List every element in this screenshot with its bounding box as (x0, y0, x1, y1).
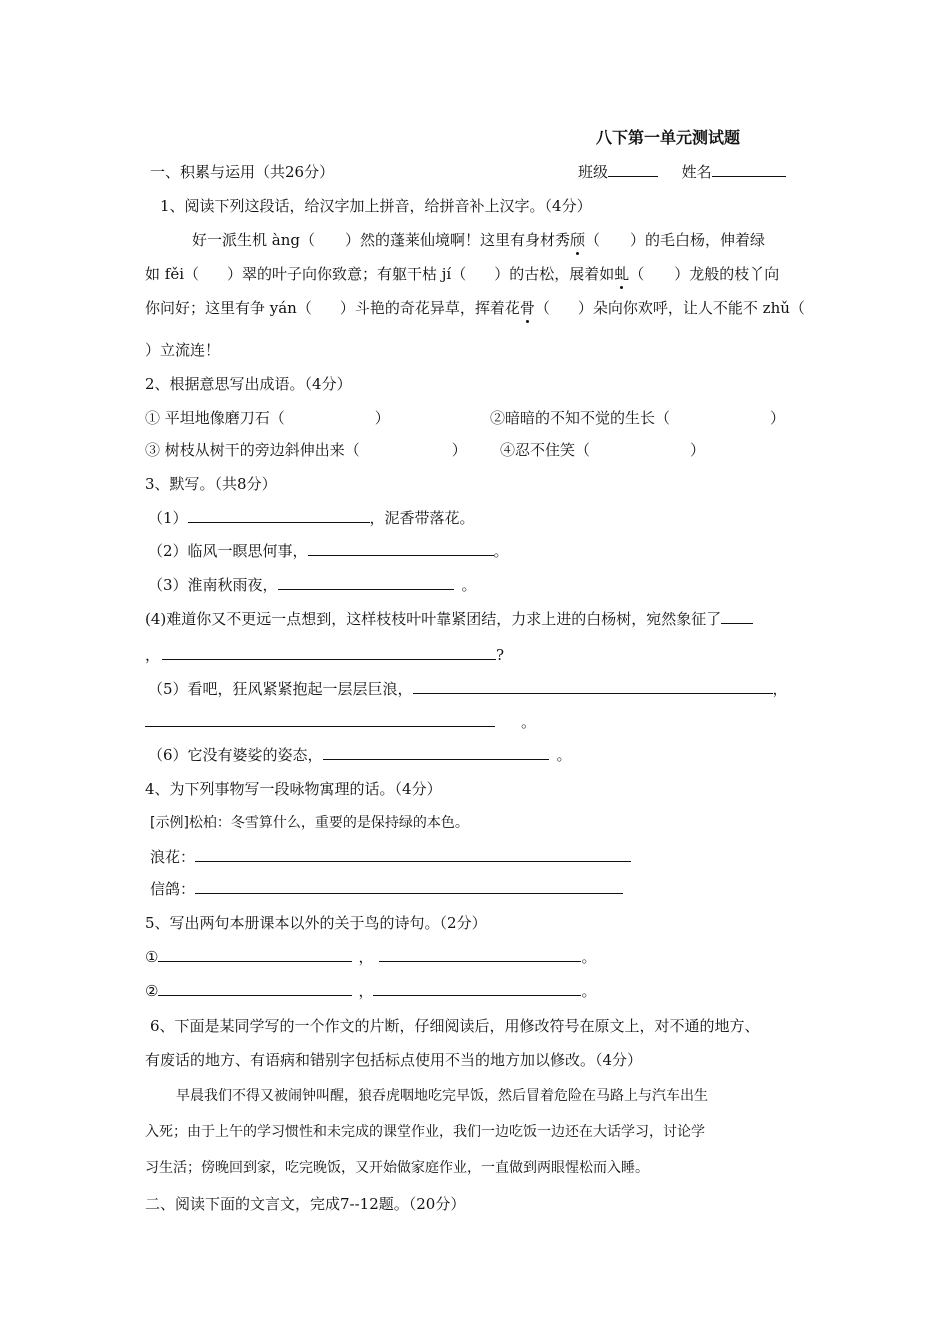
q1-text: ）的古松，展着如 (494, 265, 615, 283)
q2-text: ） (374, 409, 390, 427)
q6-prompt-2: 有废话的地方、有语病和错别字包括标点使用不当的地方加以修改。（4分） (145, 1051, 643, 1069)
q2-text: ③ 树枝从树干的旁边斜伸出来（ (145, 441, 360, 459)
q1-line-4: ）立流连！ (145, 341, 221, 359)
q3-text: （2）临风一瞑思何事， (148, 542, 308, 560)
q5-line-2 (145, 981, 596, 1001)
q3-part-4 (145, 609, 753, 629)
q3-text: ， (145, 646, 161, 664)
q5-line-1 (145, 947, 596, 967)
q1-text: ）翠的叶子向你致意；有躯干枯 jí（ (227, 265, 467, 283)
q3-text: 。 (521, 713, 537, 731)
q3-text: ， (772, 680, 788, 698)
answer-blank[interactable] (721, 609, 753, 624)
class-blank[interactable] (608, 162, 658, 177)
answer-blank[interactable] (195, 879, 623, 894)
q1-text: ）龙般的枝丫向 (674, 265, 780, 283)
q3-prompt: 3、默写。（共8分） (145, 475, 277, 493)
q5-text: 。 (581, 982, 597, 1000)
q1-line-1 (192, 230, 765, 250)
answer-blank[interactable] (323, 745, 549, 760)
q5-text: ， (358, 948, 374, 966)
answer-blank[interactable] (188, 508, 370, 523)
q2-text: ） (451, 441, 467, 459)
q5-text: ， (358, 982, 374, 1000)
q5-text: 。 (581, 948, 597, 966)
q6-passage-1: 早晨我们不得又被闹钟叫醒，狼吞虎咽地吃完早饭，然后冒着危险在马路上与汽车出生 (176, 1088, 708, 1104)
q1-text: 好一派生机 àng（ (192, 231, 315, 249)
q2-item-3 (145, 440, 467, 460)
answer-blank[interactable] (158, 981, 352, 996)
q3-part-3 (148, 575, 477, 595)
q4-item-1 (150, 847, 631, 867)
q2-prompt: 2、根据意思写出成语。（4分） (145, 375, 352, 393)
q3-part-1 (148, 508, 475, 528)
q3-text: 。 (556, 746, 572, 764)
q1-text: （ (629, 265, 645, 283)
q6-passage-3: 习生活；傍晚回到家，吃完晚饭，又开始做家庭作业，一直做到两眼惺松而入睡。 (145, 1160, 649, 1176)
answer-blank[interactable] (308, 541, 494, 556)
q1-line-3 (145, 298, 805, 318)
name-blank[interactable] (712, 162, 786, 177)
dotted-char: 骨 (519, 299, 535, 317)
section-2-heading: 二、阅读下面的文言文，完成7--12题。（20分） (145, 1195, 466, 1213)
answer-blank[interactable] (158, 947, 352, 962)
q6-passage-2: 入死；由于上午的学习惯性和未完成的课堂作业，我们一边吃饭一边还在大话学习，讨论学 (145, 1124, 705, 1140)
q3-part-2 (148, 541, 509, 561)
q5-marker: ② (145, 982, 159, 1000)
q3-text: 。 (493, 542, 509, 560)
q1-prompt: 1、阅读下列这段话，给汉字加上拼音，给拼音补上汉字。（4分） (160, 197, 592, 215)
class-name-fields (578, 162, 786, 182)
q2-text: ） (690, 441, 706, 459)
q2-text: ） (770, 409, 786, 427)
q1-text: （ (534, 299, 550, 317)
q3-text: （3）淮南秋雨夜， (148, 576, 278, 594)
answer-blank[interactable] (373, 981, 581, 996)
answer-blank[interactable] (379, 947, 581, 962)
q4-example: [示例]松柏：冬雪算什么，重要的是保持绿的本色。 (150, 815, 469, 831)
answer-blank[interactable] (162, 645, 496, 660)
q1-text: ）朵向你欢呼，让人不能不 zhǔ（ (577, 299, 805, 317)
q5-prompt: 5、写出两句本册课本以外的关于鸟的诗句。（2分） (145, 914, 487, 932)
q5-marker: ① (145, 948, 159, 966)
answer-blank[interactable] (195, 847, 631, 862)
q1-text: ）然的蓬莱仙境啊！这里有身材秀 (344, 231, 570, 249)
dotted-char: 颀 (570, 231, 586, 249)
q1-text: ）斗艳的奇花异草，挥着花 (339, 299, 520, 317)
answer-blank[interactable] (145, 712, 495, 727)
q2-item-1 (145, 408, 390, 428)
dotted-char: 虬 (614, 265, 630, 283)
q4-item-2 (150, 879, 623, 899)
q3-part-4-cont (145, 645, 504, 665)
q3-text: 。 (461, 576, 477, 594)
answer-blank[interactable] (413, 679, 773, 694)
answer-blank[interactable] (278, 575, 454, 590)
q6-prompt-1: 6、下面是某同学写的一个作文的片断，仔细阅读后，用修改符号在原文上，对不通的地方、 (150, 1017, 760, 1035)
q2-item-4 (500, 440, 705, 460)
q4-label: 浪花： (150, 848, 196, 866)
q3-text: ? (496, 646, 505, 664)
class-label: 班级 (578, 163, 609, 181)
q3-text: （6）它没有婆娑的姿态， (148, 746, 323, 764)
q3-part-5-cont (145, 712, 536, 732)
q3-part-5 (148, 679, 788, 699)
section-1-heading: 一、积累与运用（共26分） (150, 163, 335, 181)
q1-text: ）的毛白杨，伸着绿 (630, 231, 766, 249)
q1-text: 如 fěi（ (145, 265, 199, 283)
q3-text: ，泥香带落花。 (369, 509, 475, 527)
q2-item-2 (490, 408, 785, 428)
q2-text: ④忍不住笑（ (500, 441, 591, 459)
q4-label: 信鸽： (150, 880, 196, 898)
q3-part-6 (148, 745, 572, 765)
q2-text: ②暗暗的不知不觉的生长（ (490, 409, 671, 427)
q1-text: （ (585, 231, 601, 249)
q3-text: （1） (148, 509, 188, 527)
q3-text: （5）看吧，狂风紧紧抱起一层层巨浪， (148, 680, 413, 698)
q1-line-2 (145, 264, 779, 284)
name-label: 姓名 (681, 163, 712, 181)
q1-text: 你问好；这里有争 yán（ (145, 299, 312, 317)
q4-prompt: 4、为下列事物写一段咏物寓理的话。（4分） (145, 780, 442, 798)
q3-text: (4)难道你又不更远一点想到，这样枝枝叶叶靠紧团结，力求上进的白杨树，宛然象征了 (145, 610, 722, 628)
q2-text: ① 平坦地像磨刀石（ (145, 409, 285, 427)
page-title: 八下第一单元测试题 (596, 128, 741, 147)
